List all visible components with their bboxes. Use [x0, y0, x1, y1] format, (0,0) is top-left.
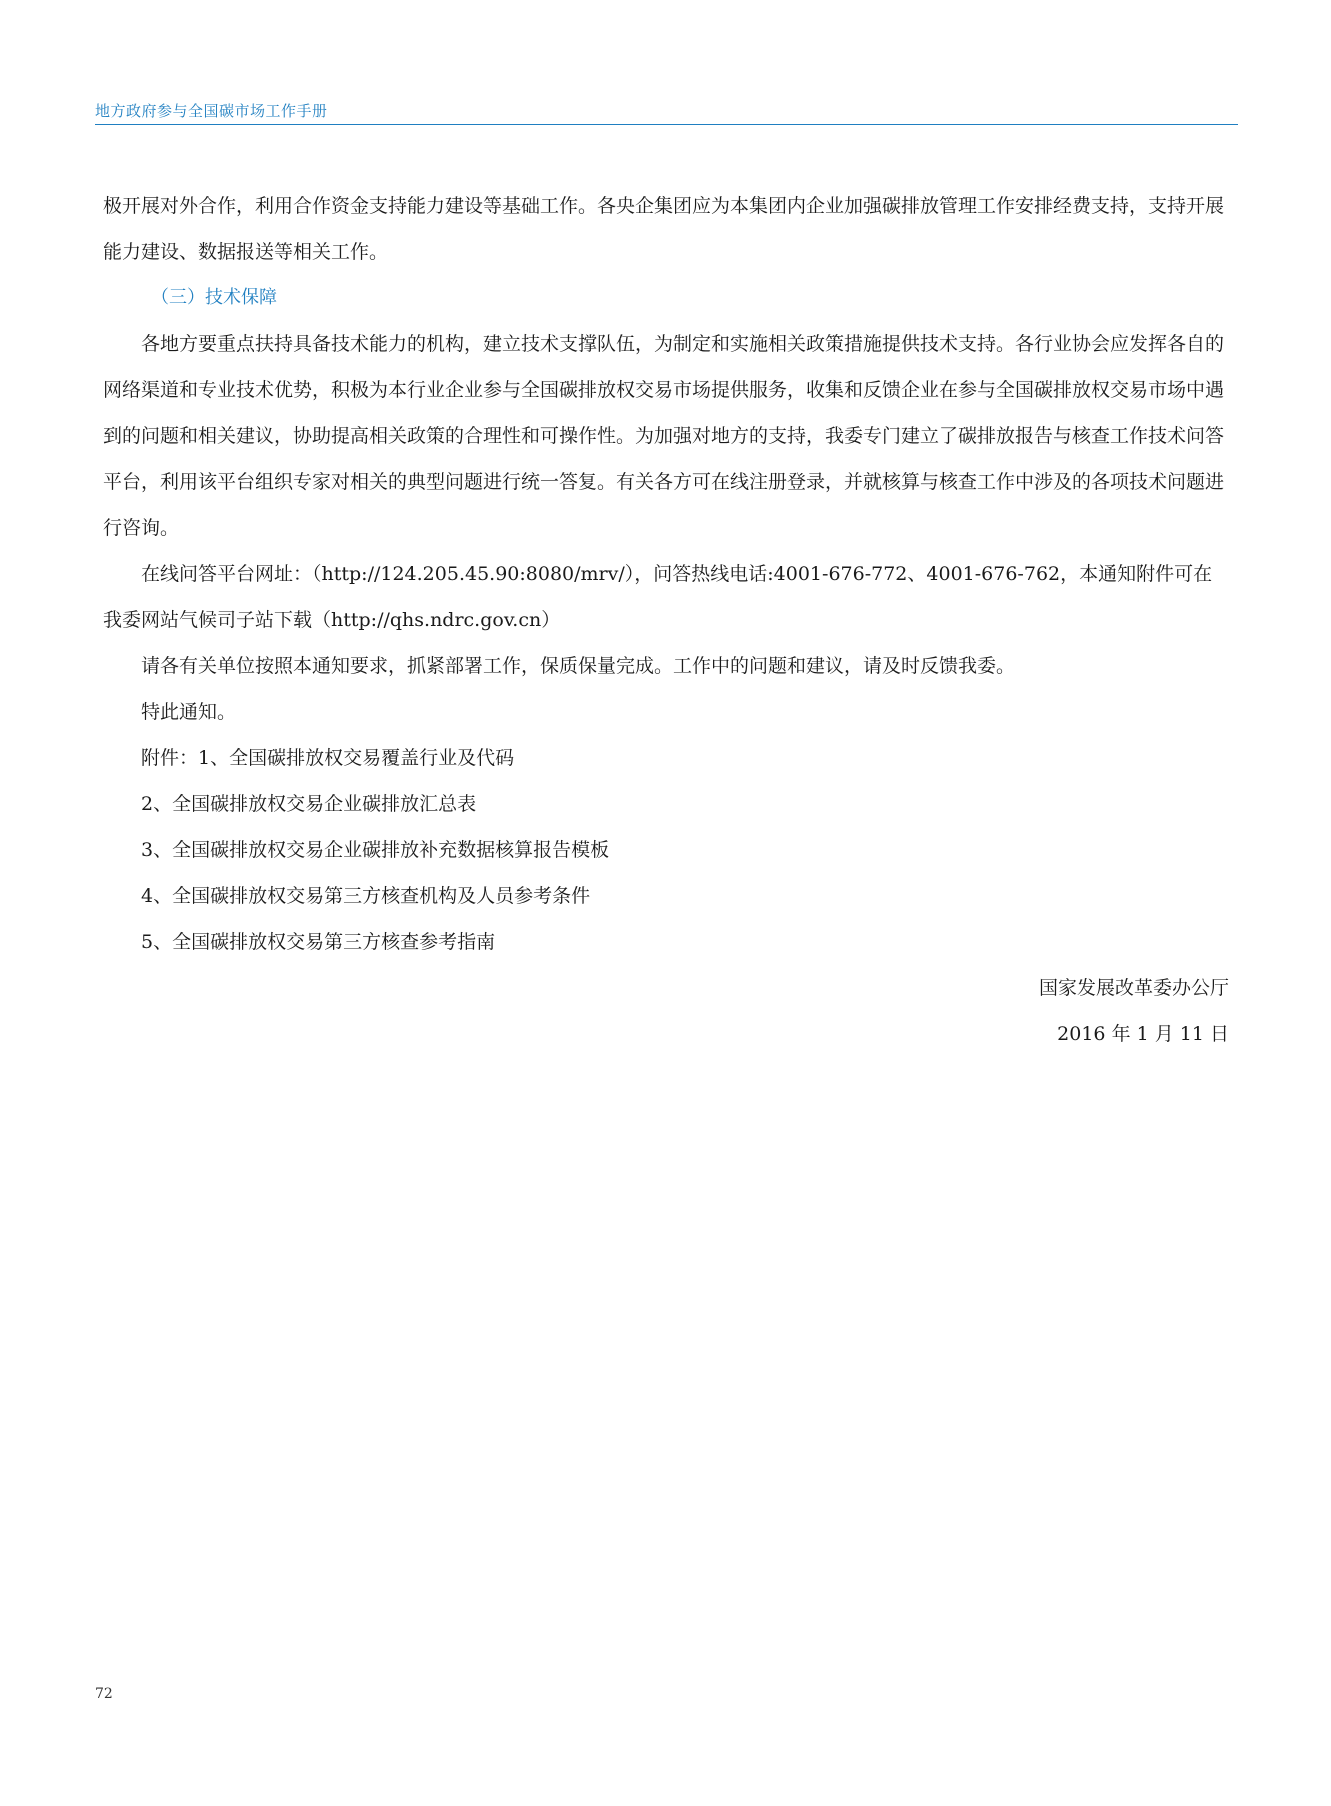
document-body [103, 183, 1231, 1057]
running-header: 地方政府参与全国碳市场工作手册 [95, 102, 328, 120]
signature-date: 2016 年 1 月 11 日 [1057, 1023, 1229, 1045]
paragraph-5: 特此通知。 [141, 701, 237, 723]
section-heading: （三）技术保障 [151, 287, 277, 308]
attachment-item: 3、全国碳排放权交易企业碳排放补充数据核算报告模板 [141, 839, 610, 861]
attachment-item: 2、全国碳排放权交易企业碳排放汇总表 [141, 793, 477, 815]
attachment-item: 4、全国碳排放权交易第三方核查机构及人员参考条件 [141, 885, 591, 907]
attachment-item: 5、全国碳排放权交易第三方核查参考指南 [141, 931, 496, 953]
signature-org: 国家发展改革委办公厅 [1038, 977, 1229, 999]
paragraph-3: 在线问答平台网址：（http://124.205.45.90:8080/mrv/），问答热线电话:4001-676-772、4001-676-762，本通知附件可在我委网站气候司子站下载（http://qhs.ndrc.gov.cn） [103, 563, 1213, 631]
header-divider [95, 124, 1238, 125]
attachment-item: 附件：1、全国碳排放权交易覆盖行业及代码 [141, 747, 515, 769]
paragraph-2: 各地方要重点扶持具备技术能力的机构，建立技术支撑队伍，为制定和实施相关政策措施提供技术支持。各行业协会应发挥各自的网络渠道和专业技术优势，积极为本行业企业参与全国碳排放权交易市场提供服务，收集和反馈企业在参与全国碳排放权交易市场中遇到的问题和相关建议，协助提高相关政策的合理性和可操作性。为加强对地方的支持，我委专门建立了碳排放报告与核查工作技术问答平台，利用该平台组织专家对相关的典型问题进行统一答复。有关各方可在线注册登录，并就核算与核查工作中涉及的各项技术问题进行咨询。 [103, 333, 1225, 539]
paragraph-4: 请各有关单位按照本通知要求，抓紧部署工作，保质保量完成。工作中的问题和建议，请及时反馈我委。 [141, 655, 1016, 677]
paragraph-1: 极开展对外合作，利用合作资金支持能力建设等基础工作。各央企集团应为本集团内企业加强碳排放管理工作安排经费支持，支持开展能力建设、数据报送等相关工作。 [103, 195, 1225, 263]
page-number: 72 [95, 1686, 113, 1702]
